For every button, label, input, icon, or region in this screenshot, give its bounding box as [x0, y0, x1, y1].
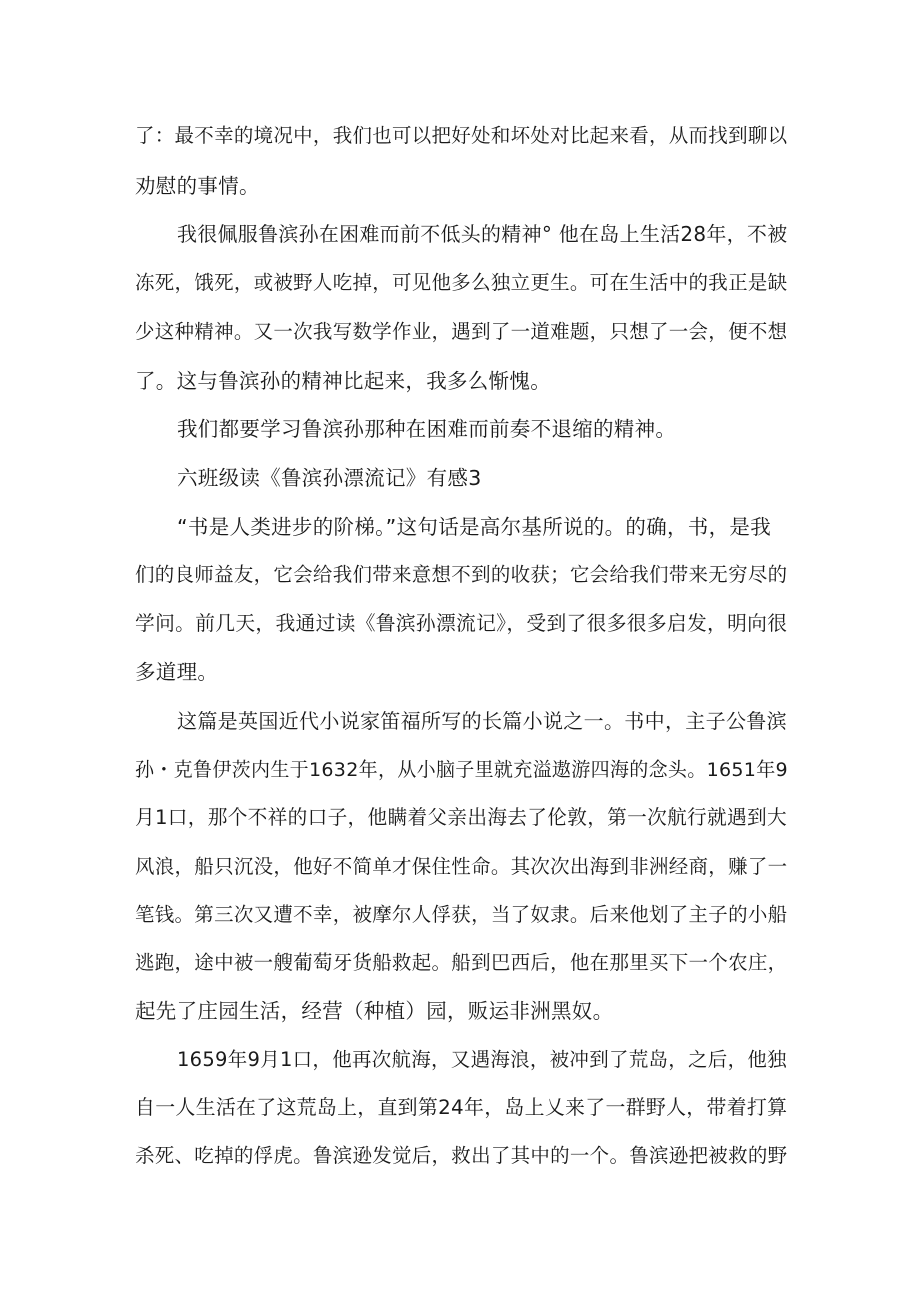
text-line: 1659年9月1口，他再次航海，又遇海浪，被冲到了荒岛，之后，他独: [177, 1048, 787, 1071]
text-line: 孙・克鲁伊茨内生于1632年，从小脑子里就充溢遨游四海的念头。1651年9: [135, 759, 788, 781]
text-line: 少这种精神。又一次我写数学作业，遇到了一道难题，只想了一会，便不想: [135, 320, 788, 343]
text-line: 这篇是英国近代小说家笛福所写的长篇小说之一。书中，主子公鲁滨: [177, 709, 787, 733]
text-line: 自一人生活在了这荒岛上，直到第24年，岛上乂来了一群野人，带着打算: [135, 1096, 788, 1119]
text-line: 月1口，那个不祥的口子，他瞒着父亲出海去了伦敦，第一次航行就遇到大: [135, 806, 787, 829]
text-line: 多道理。: [135, 660, 219, 684]
text-line: 劝慰的事情。: [135, 174, 260, 198]
text-line: 杀死、吃掉的俘虎。鲁滨逊发觉后，救出了其中的一个。鲁滨逊把被救的野: [135, 1144, 788, 1167]
text-line: 了：最不幸的境况中，我们也可以把好处和坏处对比起来看，从而找到聊以: [135, 124, 788, 147]
text-line: 笔钱。第三次又遭不幸，被摩尔人俘获，当了奴隶。后来他划了主子的小船: [135, 903, 788, 926]
text-line: 们的良师益友，它会给我们带来意想不到的收获；它会给我们带来无穷尽的: [135, 563, 788, 586]
text-line: 冻死，饿死，或被野人吃掉，可见他多么独立更生。可在生活中的我正是缺: [135, 271, 788, 294]
text-line: 了。这与鲁滨孙的精神比起来，我多么惭愧。: [135, 369, 551, 393]
text-line: 风浪，船只沉没，他好不简单才保住性命。其次次出海到非洲经商，赚了一: [135, 855, 788, 878]
text-line: 学问。前几天，我通过读《鲁滨孙漂流记》，受到了很多很多启发，明向很: [135, 612, 788, 635]
text-line: 起先了庄园生活，经营（种植）园，贩运非洲黑奴。: [135, 999, 614, 1023]
section-heading: 六班级读《鲁滨孙漂流记》有感3: [177, 466, 482, 490]
text-line: 我们都要学习鲁滨孙那种在困难而前奏不退缩的精神。: [177, 417, 677, 441]
text-line: 逃跑，途中被一艘葡萄牙货船救起。船到巴西后，他在那里买下一个农庄，: [135, 951, 788, 974]
text-line: “书是人类进步的阶梯。”这句话是高尔基所说的。的确，书，是我: [177, 515, 771, 539]
text-line: 我很佩服鲁滨孙在困难而前不低头的精神° 他在岛上生活28年，不被: [177, 222, 788, 246]
